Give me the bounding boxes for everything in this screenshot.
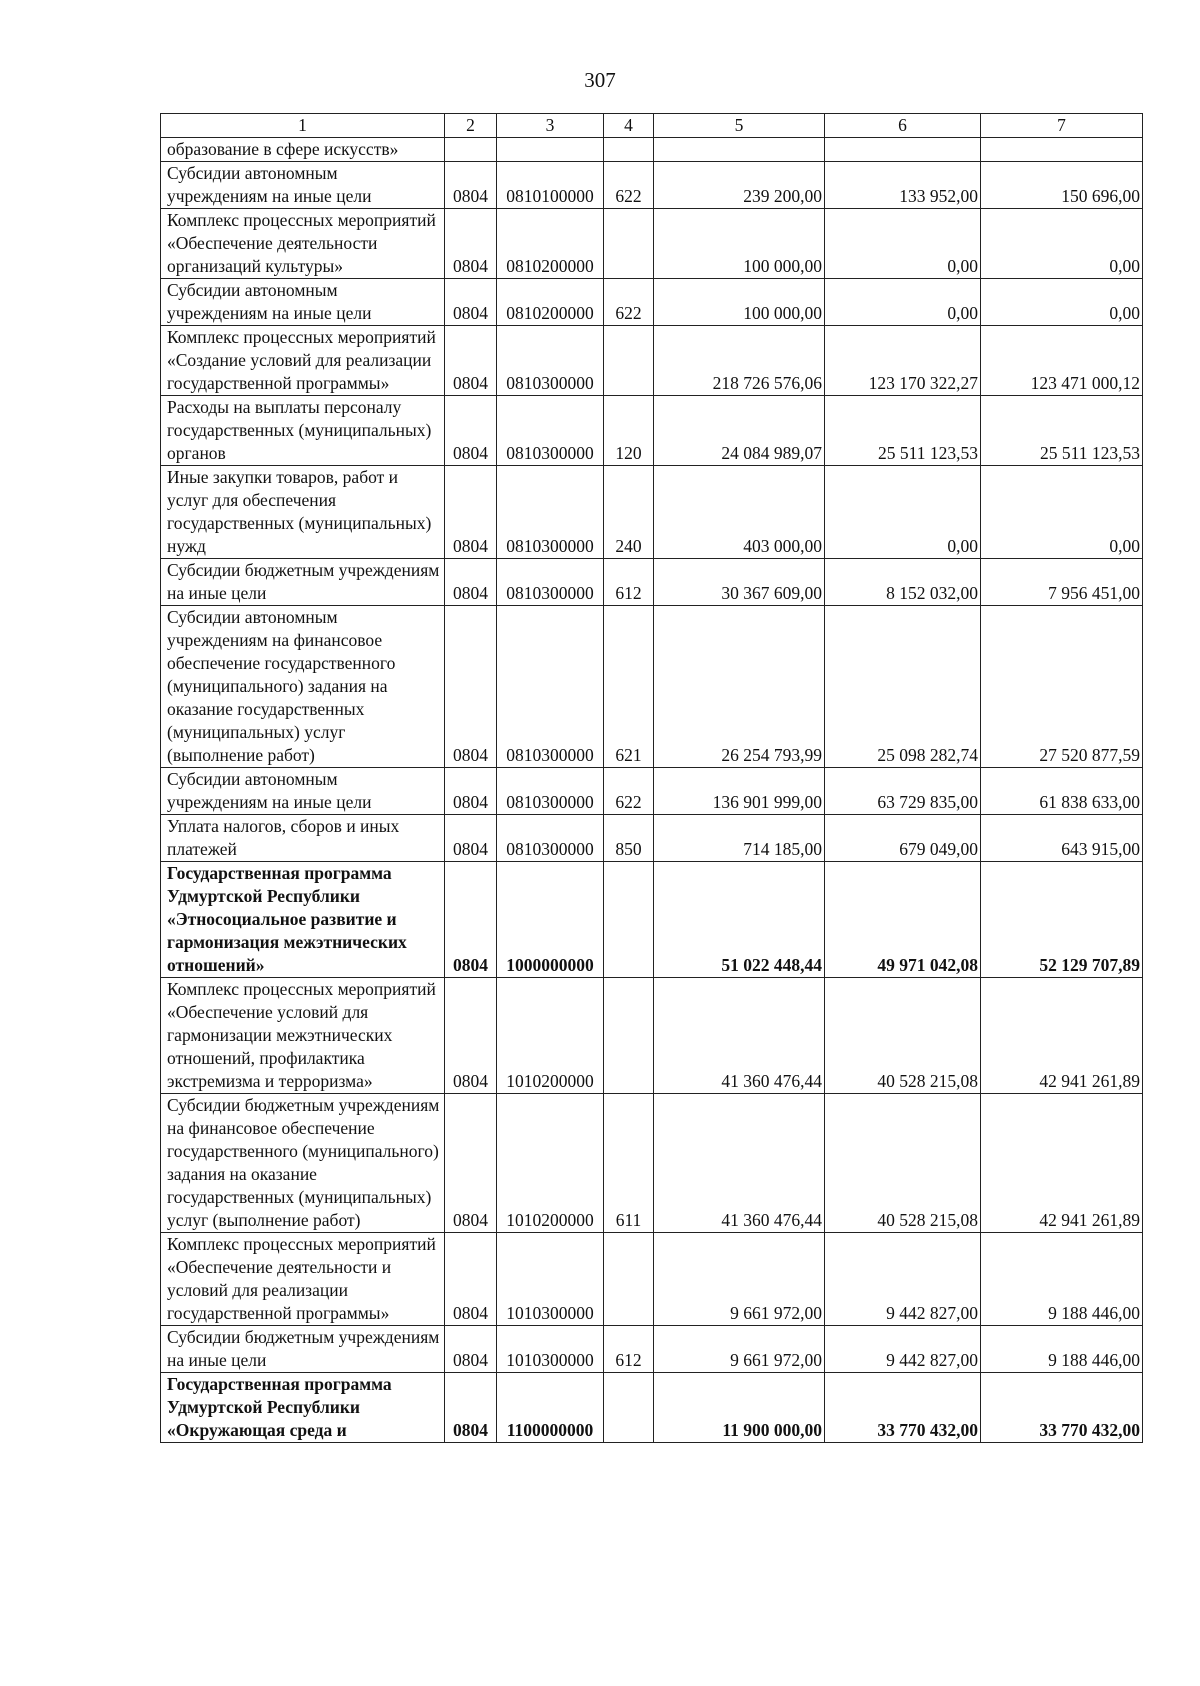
section-code: 0804 [445, 1233, 497, 1326]
budget-table [160, 113, 1143, 1443]
expense-type-code: 612 [604, 559, 654, 606]
column-header: 3 [497, 114, 604, 138]
target-article-code: 0810300000 [497, 396, 604, 466]
amount-col5: 239 200,00 [654, 162, 825, 209]
expense-type-code: 621 [604, 606, 654, 768]
row-name: Субсидии автономным учреждениям на иные цели [161, 768, 445, 815]
amount-col5: 26 254 793,99 [654, 606, 825, 768]
row-name: Субсидии автономным учреждениям на иные цели [161, 279, 445, 326]
amount-col6: 33 770 432,00 [825, 1373, 981, 1443]
section-code: 0804 [445, 559, 497, 606]
target-article-code: 0810300000 [497, 326, 604, 396]
amount-col6 [825, 138, 981, 162]
section-code: 0804 [445, 326, 497, 396]
expense-type-code: 622 [604, 279, 654, 326]
amount-col6: 25 511 123,53 [825, 396, 981, 466]
amount-col6: 0,00 [825, 279, 981, 326]
expense-type-code [604, 326, 654, 396]
amount-col5: 11 900 000,00 [654, 1373, 825, 1443]
column-number-header-row [161, 114, 1143, 138]
target-article-code: 1000000000 [497, 862, 604, 978]
table-row [161, 1326, 1143, 1373]
amount-col5: 41 360 476,44 [654, 978, 825, 1094]
table-row [161, 1094, 1143, 1233]
section-code: 0804 [445, 279, 497, 326]
table-row [161, 138, 1143, 162]
table-row [161, 768, 1143, 815]
amount-col6: 123 170 322,27 [825, 326, 981, 396]
row-name: Субсидии бюджетным учреждениям на финансовое обеспечение государственного (муниципального) задания на оказание государственных (муниципальных) услуг (выполнение работ) [161, 1094, 445, 1233]
amount-col6: 0,00 [825, 209, 981, 279]
expense-type-code: 611 [604, 1094, 654, 1233]
table-row-program [161, 1373, 1143, 1443]
table-row [161, 815, 1143, 862]
amount-col7: 42 941 261,89 [981, 978, 1143, 1094]
target-article-code: 1010200000 [497, 978, 604, 1094]
target-article-code: 0810300000 [497, 768, 604, 815]
section-code: 0804 [445, 396, 497, 466]
amount-col7: 123 471 000,12 [981, 326, 1143, 396]
amount-col5: 100 000,00 [654, 279, 825, 326]
expense-type-code [604, 1373, 654, 1443]
amount-col6: 133 952,00 [825, 162, 981, 209]
table-row-program [161, 862, 1143, 978]
amount-col7: 25 511 123,53 [981, 396, 1143, 466]
section-code: 0804 [445, 1326, 497, 1373]
expense-type-code: 120 [604, 396, 654, 466]
amount-col6: 49 971 042,08 [825, 862, 981, 978]
amount-col5: 9 661 972,00 [654, 1233, 825, 1326]
amount-col5: 136 901 999,00 [654, 768, 825, 815]
table-row [161, 209, 1143, 279]
row-name: Уплата налогов, сборов и иных платежей [161, 815, 445, 862]
table-row [161, 606, 1143, 768]
table-row [161, 279, 1143, 326]
target-article-code: 0810300000 [497, 466, 604, 559]
section-code: 0804 [445, 1373, 497, 1443]
amount-col7: 7 956 451,00 [981, 559, 1143, 606]
target-article-code: 0810300000 [497, 815, 604, 862]
amount-col6: 679 049,00 [825, 815, 981, 862]
row-name: Комплекс процессных мероприятий «Обеспечение деятельности организаций культуры» [161, 209, 445, 279]
section-code: 0804 [445, 815, 497, 862]
row-name: Государственная программа Удмуртской Республики «Этносоциальное развитие и гармонизация межэтнических отношений» [161, 862, 445, 978]
section-code: 0804 [445, 466, 497, 559]
column-header: 1 [161, 114, 445, 138]
expense-type-code: 850 [604, 815, 654, 862]
target-article-code: 1010300000 [497, 1233, 604, 1326]
target-article-code: 0810100000 [497, 162, 604, 209]
section-code: 0804 [445, 209, 497, 279]
amount-col7: 150 696,00 [981, 162, 1143, 209]
column-header: 4 [604, 114, 654, 138]
table-row [161, 326, 1143, 396]
amount-col5: 403 000,00 [654, 466, 825, 559]
amount-col5: 9 661 972,00 [654, 1326, 825, 1373]
expense-type-code: 612 [604, 1326, 654, 1373]
row-name: Комплекс процессных мероприятий «Обеспечение условий для гармонизации межэтнических отношений, профилактика экстремизма и терроризма» [161, 978, 445, 1094]
column-header: 2 [445, 114, 497, 138]
page-number: 307 [584, 68, 616, 92]
amount-col6: 40 528 215,08 [825, 1094, 981, 1233]
table-row [161, 162, 1143, 209]
expense-type-code: 622 [604, 162, 654, 209]
amount-col7: 52 129 707,89 [981, 862, 1143, 978]
amount-col7: 0,00 [981, 466, 1143, 559]
amount-col7 [981, 138, 1143, 162]
target-article-code: 0810300000 [497, 559, 604, 606]
amount-col7: 9 188 446,00 [981, 1326, 1143, 1373]
row-name: Комплекс процессных мероприятий «Обеспечение деятельности и условий для реализации государственной программы» [161, 1233, 445, 1326]
expense-type-code [604, 978, 654, 1094]
target-article-code: 1100000000 [497, 1373, 604, 1443]
amount-col6: 40 528 215,08 [825, 978, 981, 1094]
row-name: Комплекс процессных мероприятий «Создание условий для реализации государственной программы» [161, 326, 445, 396]
section-code: 0804 [445, 768, 497, 815]
amount-col6: 9 442 827,00 [825, 1233, 981, 1326]
target-article-code [497, 138, 604, 162]
amount-col5: 100 000,00 [654, 209, 825, 279]
table-row [161, 559, 1143, 606]
row-name: Государственная программа Удмуртской Республики «Окружающая среда и [161, 1373, 445, 1443]
target-article-code: 0810300000 [497, 606, 604, 768]
amount-col7: 33 770 432,00 [981, 1373, 1143, 1443]
row-name: Субсидии бюджетным учреждениям на иные цели [161, 559, 445, 606]
row-name: Субсидии автономным учреждениям на финансовое обеспечение государственного (муниципального) задания на оказание государственных (муниципальных) услуг (выполнение работ) [161, 606, 445, 768]
expense-type-code [604, 138, 654, 162]
target-article-code: 1010300000 [497, 1326, 604, 1373]
amount-col7: 643 915,00 [981, 815, 1143, 862]
amount-col5: 24 084 989,07 [654, 396, 825, 466]
row-name: Субсидии автономным учреждениям на иные цели [161, 162, 445, 209]
table-row [161, 1233, 1143, 1326]
amount-col5: 714 185,00 [654, 815, 825, 862]
amount-col7: 61 838 633,00 [981, 768, 1143, 815]
row-name: Иные закупки товаров, работ и услуг для обеспечения государственных (муниципальных) нужд [161, 466, 445, 559]
table-row [161, 396, 1143, 466]
amount-col5: 51 022 448,44 [654, 862, 825, 978]
amount-col6: 25 098 282,74 [825, 606, 981, 768]
expense-type-code [604, 209, 654, 279]
amount-col6: 0,00 [825, 466, 981, 559]
table-row [161, 978, 1143, 1094]
row-name: Расходы на выплаты персоналу государственных (муниципальных) органов [161, 396, 445, 466]
row-name: Субсидии бюджетным учреждениям на иные цели [161, 1326, 445, 1373]
column-header: 5 [654, 114, 825, 138]
row-name: образование в сфере искусств» [161, 138, 445, 162]
section-code: 0804 [445, 606, 497, 768]
amount-col7: 9 188 446,00 [981, 1233, 1143, 1326]
amount-col6: 8 152 032,00 [825, 559, 981, 606]
amount-col7: 42 941 261,89 [981, 1094, 1143, 1233]
amount-col5 [654, 138, 825, 162]
column-header: 6 [825, 114, 981, 138]
target-article-code: 0810200000 [497, 279, 604, 326]
expense-type-code: 622 [604, 768, 654, 815]
target-article-code: 0810200000 [497, 209, 604, 279]
section-code: 0804 [445, 162, 497, 209]
expense-type-code [604, 862, 654, 978]
expense-type-code: 240 [604, 466, 654, 559]
column-header: 7 [981, 114, 1143, 138]
amount-col5: 41 360 476,44 [654, 1094, 825, 1233]
expense-type-code [604, 1233, 654, 1326]
amount-col5: 218 726 576,06 [654, 326, 825, 396]
section-code: 0804 [445, 978, 497, 1094]
section-code: 0804 [445, 1094, 497, 1233]
section-code [445, 138, 497, 162]
amount-col6: 9 442 827,00 [825, 1326, 981, 1373]
section-code: 0804 [445, 862, 497, 978]
amount-col7: 0,00 [981, 209, 1143, 279]
amount-col7: 27 520 877,59 [981, 606, 1143, 768]
table-row [161, 466, 1143, 559]
amount-col5: 30 367 609,00 [654, 559, 825, 606]
target-article-code: 1010200000 [497, 1094, 604, 1233]
amount-col7: 0,00 [981, 279, 1143, 326]
amount-col6: 63 729 835,00 [825, 768, 981, 815]
